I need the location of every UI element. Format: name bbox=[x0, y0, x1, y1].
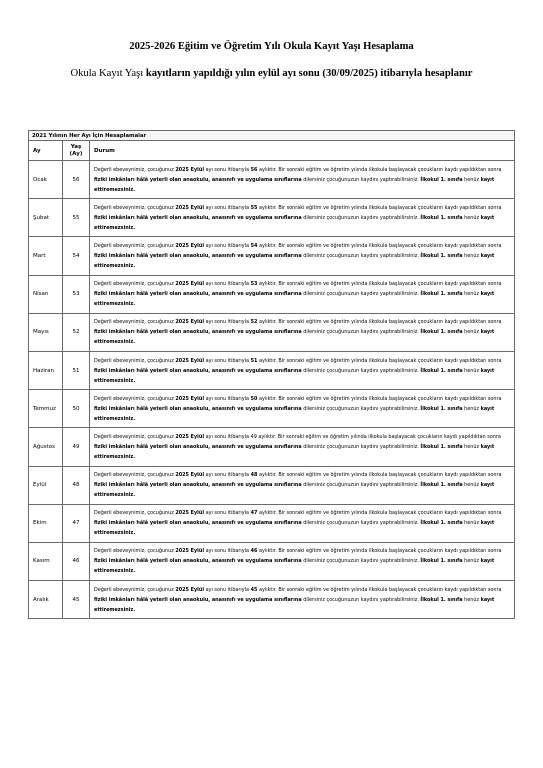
status-age: 54 bbox=[250, 242, 258, 249]
age-cell: 45 bbox=[63, 581, 90, 619]
age-cell: 55 bbox=[63, 199, 90, 237]
status-text-9: henüz bbox=[462, 291, 481, 298]
age-cell: 48 bbox=[63, 466, 90, 504]
status-text-7: dilersiniz çocuğunuzun kaydını yaptırabilirsiniz. bbox=[301, 443, 421, 450]
status-text-9: henüz bbox=[462, 176, 481, 183]
status-highlight-2: İlkokul 1. sınıfa bbox=[420, 176, 463, 183]
status-text-9: henüz bbox=[462, 214, 481, 221]
status-age: 47 bbox=[250, 510, 258, 517]
status-text-1: Değerli ebeveynimiz, çocuğunuz bbox=[94, 586, 176, 593]
status-text-3: ayı sonu itibarıyla bbox=[204, 281, 251, 288]
header-status: Durum bbox=[90, 141, 515, 161]
page-title: 2025-2026 Eğitim ve Öğretim Yılı Okula Kayıt Yaşı Hesaplama bbox=[129, 41, 414, 52]
status-text-1: Değerli ebeveynimiz, çocuğunuz bbox=[94, 242, 176, 249]
status-highlight-2: İlkokul 1. sınıfa bbox=[420, 405, 463, 412]
age-cell: 52 bbox=[63, 313, 90, 351]
status-date: 2025 Eylül bbox=[175, 357, 205, 364]
status-text-7: dilersiniz çocuğunuzun kaydını yaptırabilirsiniz. bbox=[301, 482, 421, 489]
status-text-5: aylıktır. Bir sonraki eğitim ve öğretim yılında ilkokula başlayacak çocukların kaydı yapıldıktan sonra bbox=[257, 166, 502, 173]
age-cell: 50 bbox=[63, 390, 90, 428]
status-text-1: Değerli ebeveynimiz, çocuğunuz bbox=[94, 166, 176, 173]
status-highlight-1: fiziki imkânları hâlâ yeterli olan anaokulu, anasınıfı ve uygulama sınıflarına bbox=[94, 214, 302, 221]
status-highlight-1: fiziki imkânları hâlâ yeterli olan anaokulu, anasınıfı ve uygulama sınıflarına bbox=[94, 405, 302, 412]
subtitle-bold: kayıtların yapıldığı yılın eylül ayı sonu (30/09/2025) itibarıyla hesaplanır bbox=[145, 68, 473, 79]
status-age: 49 bbox=[250, 433, 257, 440]
status-text-7: dilersiniz çocuğunuzun kaydını yaptırabilirsiniz. bbox=[301, 405, 421, 412]
status-text-9: henüz bbox=[462, 367, 481, 374]
status-age: 50 bbox=[250, 395, 258, 402]
status-age: 52 bbox=[250, 319, 258, 326]
age-cell: 54 bbox=[63, 237, 90, 275]
status-highlight-1: fiziki imkânları hâlâ yeterli olan anaokulu, anasınıfı ve uygulama sınıflarına bbox=[94, 291, 302, 298]
table-row bbox=[29, 542, 515, 580]
status-text-1: Değerli ebeveynimiz, çocuğunuz bbox=[94, 395, 176, 402]
status-text-7: dilersiniz çocuğunuzun kaydını yaptırabilirsiniz. bbox=[301, 558, 421, 565]
table-row bbox=[29, 428, 515, 466]
age-cell: 47 bbox=[63, 504, 90, 542]
status-highlight-1: fiziki imkânları hâlâ yeterli olan anaokulu, anasınıfı ve uygulama sınıflarına bbox=[94, 520, 302, 527]
subtitle-normal: Okula Kayıt Yaşı bbox=[70, 68, 146, 79]
table-row bbox=[29, 161, 515, 199]
status-highlight-2: İlkokul 1. sınıfa bbox=[420, 367, 463, 374]
month-cell: Kasım bbox=[29, 542, 63, 580]
status-text-1: Değerli ebeveynimiz, çocuğunuz bbox=[94, 204, 176, 211]
status-highlight-2: İlkokul 1. sınıfa bbox=[420, 214, 463, 221]
status-text-9: henüz bbox=[462, 405, 481, 412]
month-cell: Mart bbox=[29, 237, 63, 275]
status-text-3: ayı sonu itibarıyla bbox=[204, 204, 251, 211]
status-text-7: dilersiniz çocuğunuzun kaydını yaptırabilirsiniz. bbox=[301, 329, 421, 336]
status-text-7: dilersiniz çocuğunuzun kaydını yaptırabilirsiniz. bbox=[301, 214, 421, 221]
age-cell: 49 bbox=[63, 428, 90, 466]
status-highlight-2: İlkokul 1. sınıfa bbox=[420, 596, 463, 603]
header-age bbox=[63, 141, 90, 161]
status-text-1: Değerli ebeveynimiz, çocuğunuz bbox=[94, 357, 176, 364]
header-age-line2: (Ay) bbox=[69, 150, 83, 157]
status-highlight-3: kayıt ettiremezsiniz. bbox=[94, 596, 495, 613]
table-body bbox=[29, 161, 515, 619]
status-date: 2025 Eylül bbox=[175, 319, 205, 326]
age-cell: 53 bbox=[63, 275, 90, 313]
status-text-7: dilersiniz çocuğunuzun kaydını yaptırabilirsiniz. bbox=[301, 520, 421, 527]
status-highlight-1: fiziki imkânları hâlâ yeterli olan anaokulu, anasınıfı ve uygulama sınıflarına bbox=[94, 252, 302, 259]
status-text-7: dilersiniz çocuğunuzun kaydını yaptırabilirsiniz. bbox=[301, 176, 421, 183]
age-cell: 56 bbox=[63, 161, 90, 199]
header-month: Ay bbox=[29, 141, 63, 161]
status-text-5: aylıktır. Bir sonraki eğitim ve öğretim yılında ilkokula başlayacak çocukların kaydı yapıldıktan sonra bbox=[257, 548, 502, 555]
status-highlight-3: kayıt ettiremezsiniz. bbox=[94, 176, 495, 193]
status-highlight-1: fiziki imkânları hâlâ yeterli olan anaokulu, anasınıfı ve uygulama sınıflarına bbox=[94, 482, 302, 489]
status-highlight-3: kayıt ettiremezsiniz. bbox=[94, 482, 495, 499]
status-highlight-1: fiziki imkânları hâlâ yeterli olan anaokulu, anasınıfı ve uygulama sınıflarına bbox=[94, 176, 302, 183]
status-text-1: Değerli ebeveynimiz, çocuğunuz bbox=[94, 548, 176, 555]
status-highlight-2: İlkokul 1. sınıfa bbox=[420, 443, 463, 450]
status-highlight-3: kayıt ettiremezsiniz. bbox=[94, 520, 495, 537]
status-age: 46 bbox=[250, 548, 258, 555]
status-text-1: Değerli ebeveynimiz, çocuğunuz bbox=[94, 319, 176, 326]
status-date: 2025 Eylül bbox=[175, 281, 205, 288]
status-text-9: henüz bbox=[462, 482, 481, 489]
status-age: 56 bbox=[250, 166, 258, 173]
month-cell: Ağustos bbox=[29, 428, 63, 466]
status-date: 2025 Eylül bbox=[175, 166, 205, 173]
table-row bbox=[29, 390, 515, 428]
month-cell: Ekim bbox=[29, 504, 63, 542]
status-text-3: ayı sonu itibarıyla bbox=[204, 433, 251, 440]
table-row bbox=[29, 237, 515, 275]
status-text-5: aylıktır. Bir sonraki eğitim ve öğretim yılında ilkokula başlayacak çocukların kaydı yapıldıktan sonra bbox=[257, 357, 502, 364]
status-cell bbox=[90, 542, 515, 580]
status-cell bbox=[90, 313, 515, 351]
page-subtitle bbox=[0, 68, 543, 79]
status-text-1: Değerli ebeveynimiz, çocuğunuz bbox=[94, 433, 176, 440]
status-cell bbox=[90, 581, 515, 619]
month-cell: Ocak bbox=[29, 161, 63, 199]
status-text-5: aylıktır. Bir sonraki eğitim ve öğretim yılında ilkokula başlayacak çocukların kaydı yapıldıktan sonra bbox=[257, 319, 502, 326]
status-date: 2025 Eylül bbox=[175, 204, 205, 211]
month-cell: Şubat bbox=[29, 199, 63, 237]
status-highlight-2: İlkokul 1. sınıfa bbox=[420, 291, 463, 298]
status-highlight-3: kayıt ettiremezsiniz. bbox=[94, 405, 495, 422]
status-cell bbox=[90, 466, 515, 504]
status-highlight-3: kayıt ettiremezsiniz. bbox=[94, 367, 495, 384]
status-text-5: aylıktır. Bir sonraki eğitim ve öğretim yılında ilkokula başlayacak çocukların kaydı yapıldıktan sonra bbox=[256, 433, 501, 440]
status-text-5: aylıktır. Bir sonraki eğitim ve öğretim yılında ilkokula başlayacak çocukların kaydı yapıldıktan sonra bbox=[257, 586, 502, 593]
status-highlight-1: fiziki imkânları hâlâ yeterli olan anaokulu, anasınıfı ve uygulama sınıflarına bbox=[94, 596, 302, 603]
status-date: 2025 Eylül bbox=[175, 510, 205, 517]
table-row bbox=[29, 581, 515, 619]
status-text-3: ayı sonu itibarıyla bbox=[204, 242, 251, 249]
status-text-7: dilersiniz çocuğunuzun kaydını yaptırabilirsiniz. bbox=[301, 596, 421, 603]
status-highlight-2: İlkokul 1. sınıfa bbox=[420, 520, 463, 527]
status-highlight-3: kayıt ettiremezsiniz. bbox=[94, 214, 495, 231]
status-date: 2025 Eylül bbox=[175, 548, 205, 555]
status-text-9: henüz bbox=[462, 520, 481, 527]
status-highlight-3: kayıt ettiremezsiniz. bbox=[94, 291, 495, 308]
status-cell bbox=[90, 161, 515, 199]
table-row bbox=[29, 351, 515, 389]
status-highlight-2: İlkokul 1. sınıfa bbox=[420, 482, 463, 489]
status-text-3: ayı sonu itibarıyla bbox=[204, 357, 251, 364]
status-text-9: henüz bbox=[462, 329, 481, 336]
status-text-3: ayı sonu itibarıyla bbox=[204, 472, 251, 479]
status-text-1: Değerli ebeveynimiz, çocuğunuz bbox=[94, 510, 176, 517]
status-text-7: dilersiniz çocuğunuzun kaydını yaptırabilirsiniz. bbox=[301, 367, 421, 374]
status-age: 45 bbox=[250, 586, 258, 593]
age-table bbox=[28, 130, 515, 619]
status-highlight-2: İlkokul 1. sınıfa bbox=[420, 558, 463, 565]
status-highlight-3: kayıt ettiremezsiniz. bbox=[94, 443, 495, 460]
status-highlight-1: fiziki imkânları hâlâ yeterli olan anaokulu, anasınıfı ve uygulama sınıflarına bbox=[94, 443, 302, 450]
status-cell bbox=[90, 428, 515, 466]
month-cell: Eylül bbox=[29, 466, 63, 504]
status-cell bbox=[90, 199, 515, 237]
month-cell: Temmuz bbox=[29, 390, 63, 428]
status-cell bbox=[90, 237, 515, 275]
header-age-line1: Yaş bbox=[70, 144, 82, 150]
status-text-1: Değerli ebeveynimiz, çocuğunuz bbox=[94, 472, 176, 479]
month-cell: Haziran bbox=[29, 351, 63, 389]
status-age: 51 bbox=[250, 357, 258, 364]
table-row bbox=[29, 275, 515, 313]
status-cell bbox=[90, 275, 515, 313]
status-highlight-1: fiziki imkânları hâlâ yeterli olan anaokulu, anasınıfı ve uygulama sınıflarına bbox=[94, 329, 302, 336]
status-text-9: henüz bbox=[462, 443, 481, 450]
status-text-7: dilersiniz çocuğunuzun kaydını yaptırabilirsiniz. bbox=[301, 252, 421, 259]
status-text-7: dilersiniz çocuğunuzun kaydını yaptırabilirsiniz. bbox=[301, 291, 421, 298]
status-age: 55 bbox=[250, 204, 258, 211]
status-highlight-1: fiziki imkânları hâlâ yeterli olan anaokulu, anasınıfı ve uygulama sınıflarına bbox=[94, 558, 302, 565]
status-text-9: henüz bbox=[462, 596, 481, 603]
status-text-5: aylıktır. Bir sonraki eğitim ve öğretim yılında ilkokula başlayacak çocukların kaydı yapıldıktan sonra bbox=[257, 472, 502, 479]
status-highlight-2: İlkokul 1. sınıfa bbox=[420, 252, 463, 259]
status-text-3: ayı sonu itibarıyla bbox=[204, 510, 251, 517]
age-cell: 51 bbox=[63, 351, 90, 389]
status-cell bbox=[90, 390, 515, 428]
status-date: 2025 Eylül bbox=[175, 242, 205, 249]
status-text-3: ayı sonu itibarıyla bbox=[204, 319, 251, 326]
status-text-3: ayı sonu itibarıyla bbox=[204, 395, 251, 402]
status-highlight-3: kayıt ettiremezsiniz. bbox=[94, 252, 495, 269]
status-highlight-1: fiziki imkânları hâlâ yeterli olan anaokulu, anasınıfı ve uygulama sınıflarına bbox=[94, 367, 302, 374]
month-cell: Mayıs bbox=[29, 313, 63, 351]
status-cell bbox=[90, 351, 515, 389]
status-text-3: ayı sonu itibarıyla bbox=[204, 166, 251, 173]
status-text-3: ayı sonu itibarıyla bbox=[204, 586, 251, 593]
status-highlight-3: kayıt ettiremezsiniz. bbox=[94, 558, 495, 575]
table-caption: 2021 Yılının Her Ayı İçin Hesaplamalar bbox=[29, 131, 515, 141]
status-date: 2025 Eylül bbox=[175, 433, 205, 440]
status-age: 48 bbox=[250, 472, 258, 479]
month-cell: Aralık bbox=[29, 581, 63, 619]
status-highlight-3: kayıt ettiremezsiniz. bbox=[94, 329, 495, 346]
status-text-5: aylıktır. Bir sonraki eğitim ve öğretim yılında ilkokula başlayacak çocukların kaydı yapıldıktan sonra bbox=[257, 510, 502, 517]
status-date: 2025 Eylül bbox=[175, 472, 205, 479]
table-row bbox=[29, 199, 515, 237]
status-text-5: aylıktır. Bir sonraki eğitim ve öğretim yılında ilkokula başlayacak çocukların kaydı yapıldıktan sonra bbox=[257, 281, 502, 288]
status-date: 2025 Eylül bbox=[175, 395, 205, 402]
table-row bbox=[29, 313, 515, 351]
table-row bbox=[29, 466, 515, 504]
status-text-5: aylıktır. Bir sonraki eğitim ve öğretim yılında ilkokula başlayacak çocukların kaydı yapıldıktan sonra bbox=[257, 204, 502, 211]
status-highlight-2: İlkokul 1. sınıfa bbox=[420, 329, 463, 336]
status-text-5: aylıktır. Bir sonraki eğitim ve öğretim yılında ilkokula başlayacak çocukların kaydı yapıldıktan sonra bbox=[257, 242, 502, 249]
status-date: 2025 Eylül bbox=[175, 586, 205, 593]
status-age: 53 bbox=[250, 281, 258, 288]
status-text-3: ayı sonu itibarıyla bbox=[204, 548, 251, 555]
status-text-5: aylıktır. Bir sonraki eğitim ve öğretim yılında ilkokula başlayacak çocukların kaydı yapıldıktan sonra bbox=[257, 395, 502, 402]
month-cell: Nisan bbox=[29, 275, 63, 313]
table-row bbox=[29, 504, 515, 542]
status-cell bbox=[90, 504, 515, 542]
status-text-1: Değerli ebeveynimiz, çocuğunuz bbox=[94, 281, 176, 288]
age-cell: 46 bbox=[63, 542, 90, 580]
status-text-9: henüz bbox=[462, 252, 481, 259]
status-text-9: henüz bbox=[462, 558, 481, 565]
